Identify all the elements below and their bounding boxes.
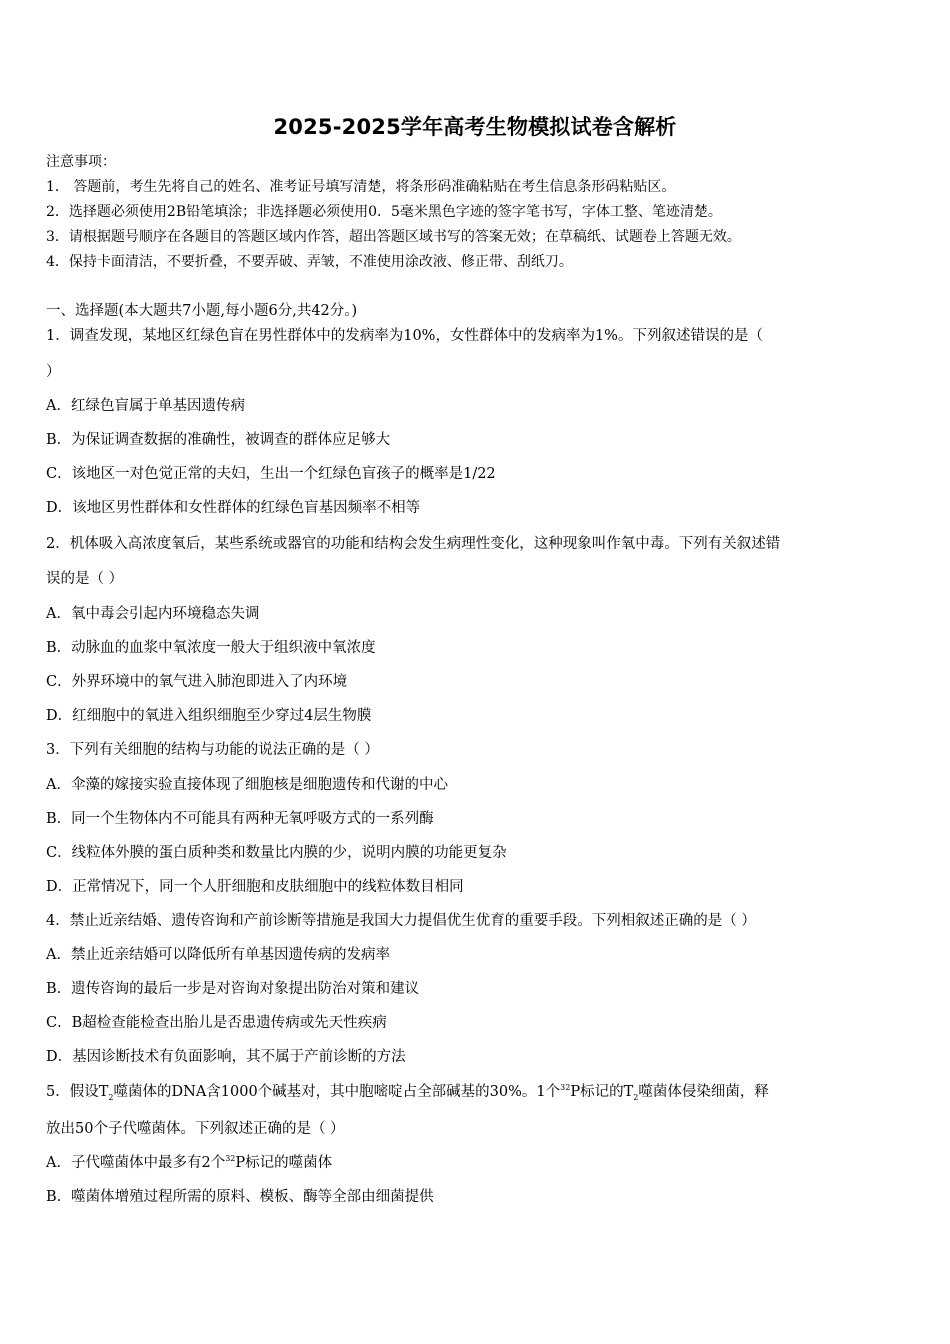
- section-heading: 一、选择题(本大题共7小题,每小题6分,共42分。): [46, 303, 358, 319]
- question-5-stem: [46, 1080, 769, 1104]
- question-1-option-d: D．该地区男性群体和女性群体的红绿色盲基因频率不相等: [46, 500, 421, 516]
- question-5-stem-part: P标记的T: [570, 1084, 634, 1100]
- subscript: 2: [108, 1092, 114, 1102]
- question-4-stem: 4．禁止近亲结婚、遗传咨询和产前诊断等措施是我国大力提倡优生优育的重要手段。下列相叙述正确的是（ ）: [46, 913, 756, 929]
- question-3-option-b: B．同一个生物体内不可能具有两种无氧呼吸方式的一系列酶: [46, 811, 434, 827]
- question-3-option-c: C．线粒体外膜的蛋白质种类和数量比内膜的少，说明内膜的功能更复杂: [46, 845, 507, 861]
- notice-item: 1． 答题前，考生先将自己的姓名、准考证号填写清楚，将条形码准确粘贴在考生信息条形码粘贴区。: [46, 179, 676, 195]
- question-3-option-d: D．正常情况下，同一个人肝细胞和皮肤细胞中的线粒体数目相同: [46, 879, 464, 895]
- question-2-stem: 2．机体吸入高浓度氧后，某些系统或器官的功能和结构会发生病理性变化，这种现象叫作氧中毒。下列有关叙述错: [46, 536, 781, 552]
- question-5-option-a-part: P标记的噬菌体: [235, 1155, 333, 1171]
- question-1-option-c: C．该地区一对色觉正常的夫妇，生出一个红绿色盲孩子的概率是1/22: [46, 466, 496, 482]
- subscript: 2: [633, 1092, 639, 1102]
- question-4-option-a: A．禁止近亲结婚可以降低所有单基因遗传病的发病率: [46, 947, 390, 963]
- question-1-option-a: A．红绿色盲属于单基因遗传病: [46, 398, 245, 414]
- question-1-stem-cont: ）: [46, 364, 61, 380]
- notice-item: 3．请根据题号顺序在各题目的答题区域内作答，超出答题区域书写的答案无效；在草稿纸、试题卷上答题无效。: [46, 229, 741, 245]
- notice-item: 2．选择题必须使用2B铅笔填涂；非选择题必须使用0．5毫米黑色字迹的签字笔书写，字体工整、笔迹清楚。: [46, 204, 722, 220]
- question-2-stem-cont: 误的是（ ）: [46, 571, 124, 587]
- question-4-option-c: C．B超检查能检查出胎儿是否患遗传病或先天性疾病: [46, 1015, 387, 1031]
- question-5-stem-part: 噬菌体侵染细菌，释: [638, 1084, 769, 1100]
- notice-item: 4．保持卡面清洁，不要折叠，不要弄破、弄皱，不准使用涂改液、修正带、刮纸刀。: [46, 254, 573, 270]
- question-1-option-b: B．为保证调查数据的准确性，被调查的群体应足够大: [46, 432, 391, 448]
- question-2-option-b: B．动脉血的血浆中氧浓度一般大于组织液中氧浓度: [46, 640, 376, 656]
- question-3-stem: 3．下列有关细胞的结构与功能的说法正确的是（ ）: [46, 742, 379, 758]
- notice-heading: 注意事项：: [46, 154, 116, 170]
- question-5-option-b: B．噬菌体增殖过程所需的原料、模板、酶等全部由细菌提供: [46, 1189, 434, 1205]
- question-2-option-c: C．外界环境中的氧气进入肺泡即进入了内环境: [46, 674, 348, 690]
- question-5-stem-cont: 放出50个子代噬菌体。下列叙述正确的是（ ）: [46, 1121, 345, 1137]
- question-4-option-d: D．基因诊断技术有负面影响，其不属于产前诊断的方法: [46, 1049, 406, 1065]
- question-3-option-a: A．伞藻的嫁接实验直接体现了细胞核是细胞遗传和代谢的中心: [46, 777, 448, 793]
- question-5-stem-part: 5．假设T: [46, 1084, 109, 1100]
- superscript: 32: [225, 1154, 236, 1164]
- question-2-option-a: A．氧中毒会引起内环境稳态失调: [46, 606, 260, 622]
- question-1-stem: 1．调查发现，某地区红绿色盲在男性群体中的发病率为10%，女性群体中的发病率为1%。下列叙述错误的是（: [46, 328, 763, 344]
- notice-block: [46, 150, 906, 275]
- question-5-stem-part: 噬菌体的DNA含1000个碱基对，其中胞嘧啶占全部碱基的30%。1个: [113, 1084, 561, 1100]
- superscript: 32: [560, 1083, 571, 1093]
- exam-title: 2025-2025学年高考生物模拟试卷含解析: [273, 115, 677, 139]
- question-5-option-a-part: A．子代噬菌体中最多有2个: [46, 1155, 226, 1171]
- question-5-option-a: [46, 1151, 332, 1175]
- question-2-option-d: D．红细胞中的氧进入组织细胞至少穿过4层生物膜: [46, 708, 372, 724]
- question-4-option-b: B．遗传咨询的最后一步是对咨询对象提出防治对策和建议: [46, 981, 420, 997]
